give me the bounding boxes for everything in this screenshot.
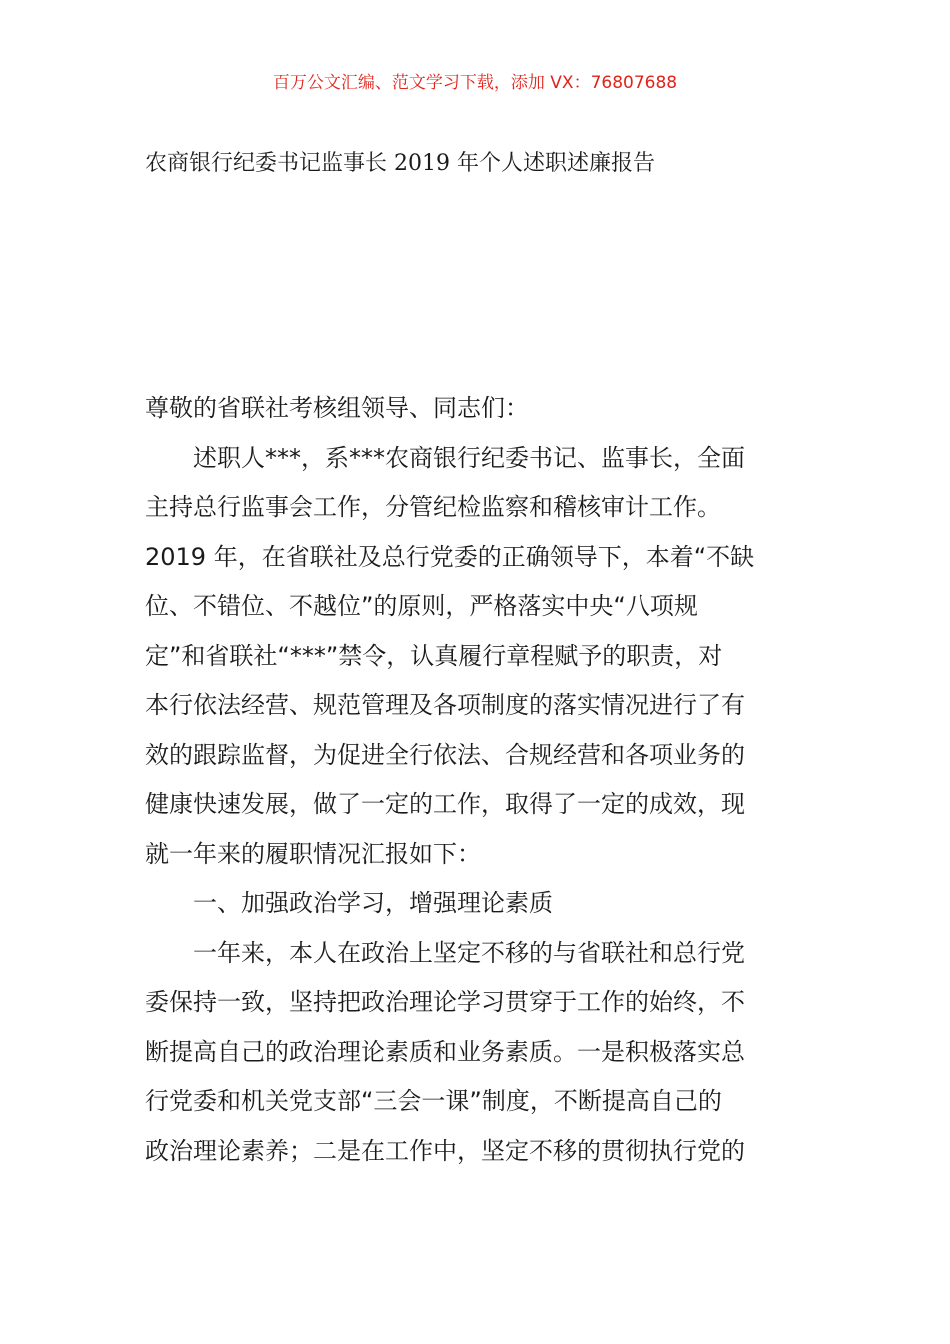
text-line: 述职人***，系***农商银行纪委书记、监事长，全面: [193, 443, 745, 472]
document-body: [145, 384, 810, 1176]
text-line: 效的跟踪监督，为促进全行依法、合规经营和各项业务的: [145, 740, 745, 769]
document-title: 农商银行纪委书记监事长 2019 年个人述职述廉报告: [145, 151, 655, 176]
header-watermark-note: 百万公文汇编、范文学习下载，添加 VX：76807688: [272, 73, 678, 93]
text-line: 本行依法经营、规范管理及各项制度的落实情况进行了有: [145, 691, 745, 719]
text-line: 就一年来的履职情况汇报如下：: [145, 839, 481, 868]
text-line: 2019 年，在省联社及总行党委的正确领导下，本着“不缺: [145, 542, 755, 571]
salutation: 尊敬的省联社考核组领导、同志们：: [145, 394, 529, 422]
paragraph-intro: [145, 434, 810, 880]
text-line: 定”和省联社“***”禁令，认真履行章程赋予的职责，对: [145, 641, 723, 670]
paragraph-political-study: [145, 929, 810, 1177]
text-line: 健康快速发展，做了一定的工作，取得了一定的成效，现: [145, 790, 745, 818]
text-line: 委保持一致，坚持把政治理论学习贯穿于工作的始终，不: [145, 988, 745, 1016]
text-line: 政治理论素养；二是在工作中，坚定不移的贯彻执行党的: [145, 1136, 745, 1165]
text-line: 断提高自己的政治理论素质和业务素质。一是积极落实总: [145, 1037, 745, 1066]
text-line: 行党委和机关党支部“三会一课”制度，不断提高自己的: [145, 1087, 722, 1115]
text-line: 位、不错位、不越位”的原则，严格落实中央“八项规: [145, 592, 698, 620]
text-line: 主持总行监事会工作，分管纪检监察和稽核审计工作。: [145, 493, 721, 521]
text-line: 一年来，本人在政治上坚定不移的与省联社和总行党: [193, 938, 745, 967]
section-heading-1: 一、加强政治学习，增强理论素质: [193, 889, 553, 917]
